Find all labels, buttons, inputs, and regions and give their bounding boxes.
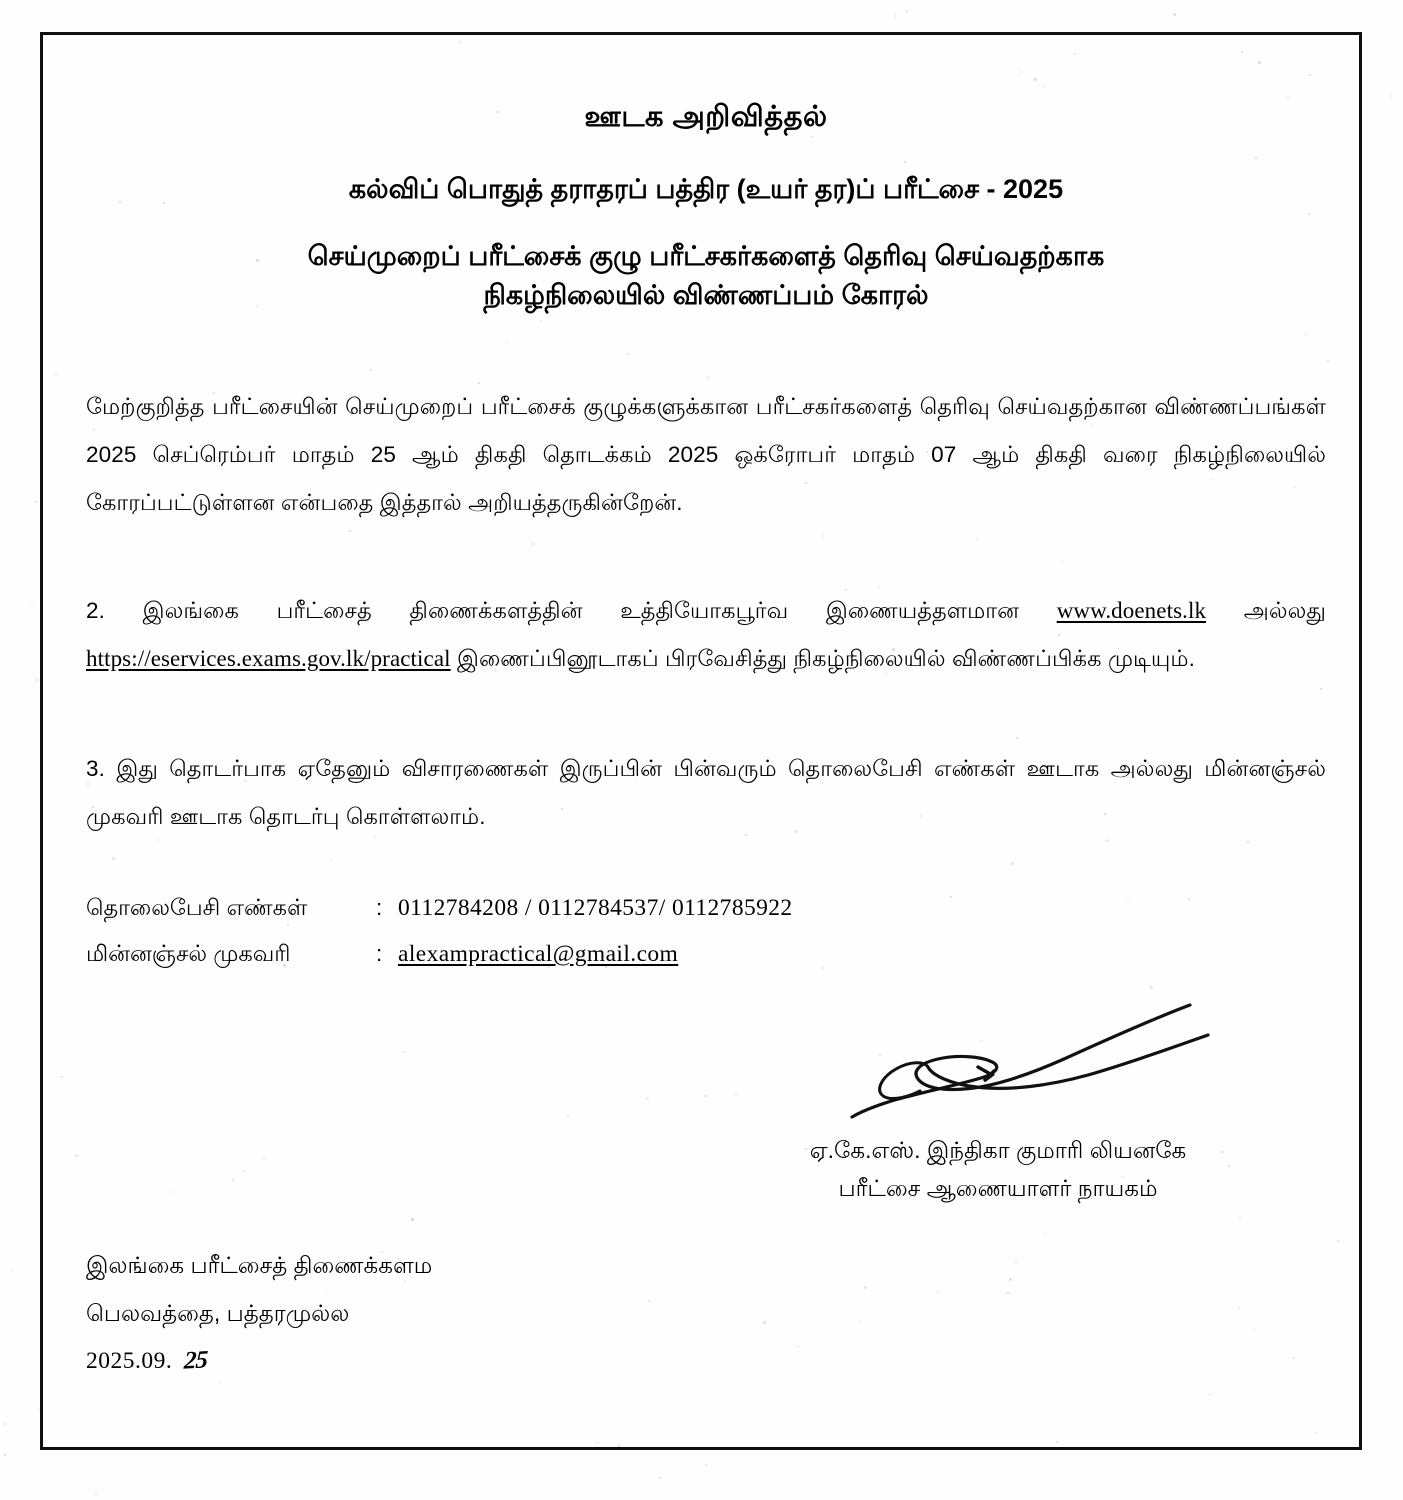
doenets-website-link[interactable]: www.doenets.lk [1056,597,1207,623]
telephone-colon: : [376,894,383,920]
paragraph-2 [86,587,1326,683]
department-name: இலங்கை பரீட்சைத் திணைக்களம [86,1251,433,1278]
email-colon: : [376,940,383,966]
contact-details [86,885,1326,977]
signature-block [688,1001,1308,1207]
exam-subtitle: கல்விப் பொதுத் தராதரப் பத்திர (உயர் தர)ப் பரீட்சை - 2025 [348,173,1064,204]
department-address: பெலவத்தை, பத்தரமுல்ல [86,1299,350,1326]
paragraph-2-text-part-2: அல்லது [1243,597,1326,623]
paragraph-2-text-part-1: இலங்கை பரீட்சைத் திணைக்களத்தின் உத்தியோகபூர்வ இணையத்தளமான [142,597,1020,623]
signatory-title: பரீட்சை ஆணையாளர் நாயகம் [838,1174,1158,1201]
document-content [86,100,1326,1385]
notice-subject-line-2: நிகழ்நிலையில் விண்ணப்பம் கோரல் [483,279,929,310]
paragraph-2-number: 2. [86,597,105,623]
document-date-printed: 2025.09. [86,1347,173,1374]
notice-subject [86,237,1326,315]
notice-subject-line-1: செய்முறைப் பரீட்சைக் குழு பரீட்சகர்களைத் தெரிவு செய்வதற்காக [307,240,1105,271]
paragraph-2-text-part-3: இணைப்பினூடாகப் பிரவேசித்து நிகழ்நிலையில் விண்ணப்பிக்க முடியும். [457,645,1195,671]
email-label: மின்னஞ்சல் முகவரி [86,940,291,966]
email-row [86,931,1326,977]
telephone-numbers: 0112784208 / 0112784537/ 0112785922 [398,894,793,921]
handwritten-signature-icon [688,1001,1308,1131]
email-address-link[interactable]: alexampractical@gmail.com [398,940,679,967]
paragraph-3-text: இது தொடர்பாக ஏதேனும் விசாரணைகள் இருப்பின் பின்வரும் தொலைபேசி எண்கள் ஊடாக அல்லது மின்னஞ்சல் முகவரி ஊடாக தொடர்பு கொள்ளலாம். [86,755,1326,829]
document-date-handwritten: 25 [183,1346,209,1375]
footer-address-block [86,1241,1326,1385]
telephone-label: தொலைபேசி எண்கள் [86,894,308,920]
signatory-name: ஏ.கே.எஸ். இந்திகா குமாரி லியனகே [809,1136,1187,1163]
eservices-practical-link[interactable]: https://eservices.exams.gov.lk/practical [86,645,451,671]
page-title: ஊடக அறிவித்தல் [584,101,828,133]
paragraph-1: மேற்குறித்த பரீட்சையின் செய்முறைப் பரீட்சைக் குழுக்களுக்கான பரீட்சகர்களைத் தெரிவு செய்வதற்கான விண்ணப்பங்கள் 2025 செப்ரெம்பர் மாதம் 25 ஆம் திகதி தொடக்கம் 2025 ஒக்ரோபர் மாதம் 07 ஆம் திகதி வரை நிகழ்நிலையில் கோரப்பட்டுள்ளன என்பதை இத்தால் அறியத்தருகின்றேன். [86,393,1326,515]
paragraph-3 [86,745,1326,841]
document-date [86,1337,1326,1385]
paragraph-3-number: 3. [86,755,105,781]
telephone-row [86,885,1326,931]
